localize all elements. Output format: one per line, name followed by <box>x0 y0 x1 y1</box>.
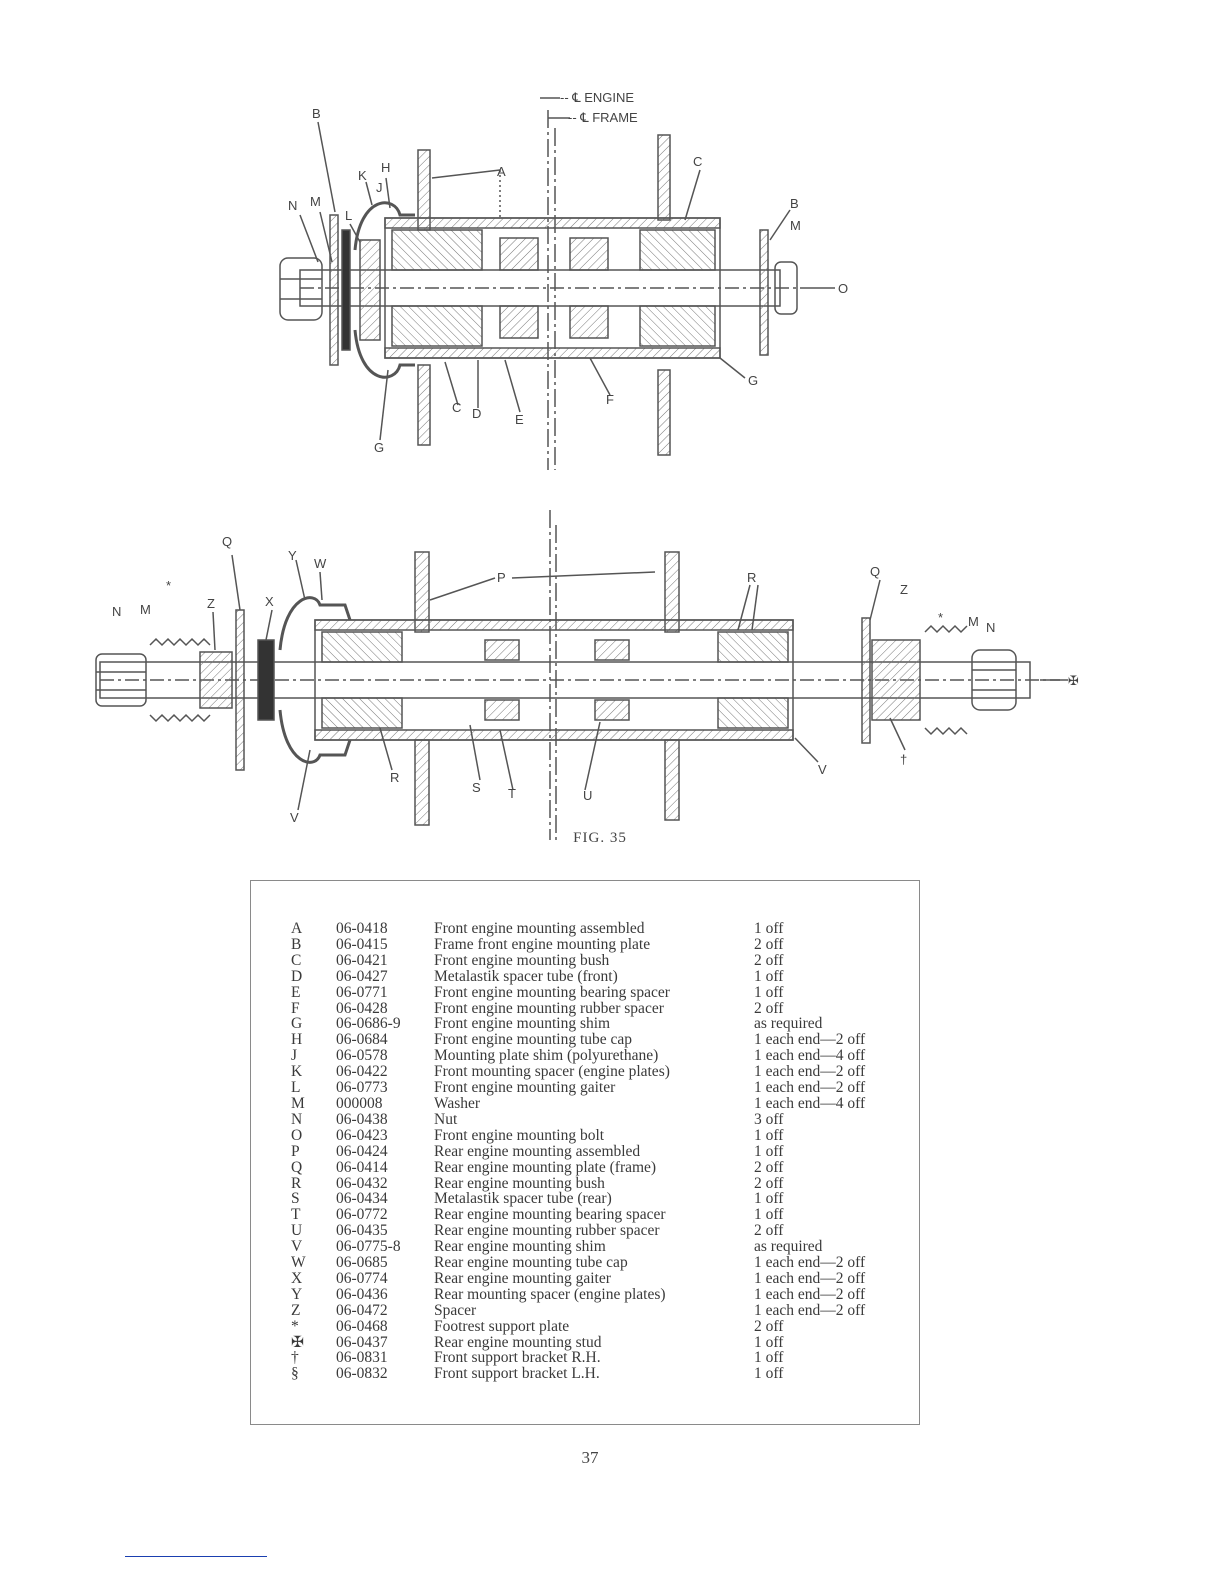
parts-row <box>291 953 894 969</box>
part-ref: N <box>291 1110 303 1128</box>
part-quantity: 1 each end—4 off <box>754 1094 866 1112</box>
part-quantity: 1 off <box>754 967 784 985</box>
part-number: 06-0774 <box>336 1269 388 1287</box>
part-number: 06-0424 <box>336 1142 388 1160</box>
callout-h-front: H <box>381 160 391 175</box>
callout-u-rear: U <box>583 788 593 803</box>
part-description: Front engine mounting bush <box>434 951 610 969</box>
part-ref: D <box>291 967 303 985</box>
part-number: 06-0434 <box>336 1190 388 1208</box>
callout-w-rear: W <box>314 556 327 571</box>
parts-list-table <box>291 921 894 1382</box>
part-ref: R <box>291 1174 302 1192</box>
part-quantity: as required <box>754 1238 823 1256</box>
parts-row <box>291 985 894 1001</box>
part-description: Front support bracket L.H. <box>434 1365 600 1383</box>
part-quantity: as required <box>754 1015 823 1033</box>
callout-dagger-rear: † <box>900 752 908 767</box>
part-description: Rear engine mounting assembled <box>434 1142 641 1160</box>
part-description: Washer <box>434 1094 481 1112</box>
part-ref: ✠ <box>291 1333 304 1351</box>
parts-row <box>291 1048 894 1064</box>
part-quantity: 1 each end—4 off <box>754 1047 866 1065</box>
part-ref: † <box>291 1349 299 1367</box>
centre-label-engine: -- ℄ ENGINE <box>560 90 635 105</box>
part-description: Metalastik spacer tube (front) <box>434 967 618 985</box>
parts-row <box>291 1239 894 1255</box>
parts-row <box>291 1144 894 1160</box>
part-description: Front mounting spacer (engine plates) <box>434 1063 670 1081</box>
callout-t-rear: T <box>508 786 516 801</box>
callout-c-front-right: C <box>693 154 703 169</box>
part-description: Front engine mounting shim <box>434 1015 611 1033</box>
part-ref: F <box>291 999 300 1017</box>
bottom-link-underline[interactable] <box>125 1556 267 1557</box>
parts-row <box>291 937 894 953</box>
callout-o-front: O <box>838 281 849 296</box>
part-quantity: 1 each end—2 off <box>754 1254 866 1272</box>
part-ref: U <box>291 1222 303 1240</box>
callout-k-front: K <box>358 168 367 183</box>
part-quantity: 1 off <box>754 920 784 937</box>
part-number: 06-0432 <box>336 1174 388 1192</box>
parts-row <box>291 1112 894 1128</box>
callout-star-rear-left: * <box>166 578 172 593</box>
part-ref: X <box>291 1269 303 1287</box>
part-description: Rear engine mounting plate (frame) <box>434 1158 657 1176</box>
part-number: 06-0437 <box>336 1333 388 1351</box>
part-ref: G <box>291 1015 303 1033</box>
part-number: 06-0772 <box>336 1206 388 1224</box>
part-number: 06-0773 <box>336 1079 388 1097</box>
part-number: 06-0423 <box>336 1126 388 1144</box>
part-description: Front engine mounting assembled <box>434 920 645 937</box>
parts-row <box>291 1350 894 1366</box>
parts-row <box>291 1223 894 1239</box>
part-quantity: 1 off <box>754 1126 784 1144</box>
part-description: Frame front engine mounting plate <box>434 935 651 953</box>
callout-l-front: L <box>345 208 353 223</box>
part-number: 06-0685 <box>336 1254 388 1272</box>
part-number: 06-0427 <box>336 967 388 985</box>
part-ref: Y <box>291 1285 303 1303</box>
callout-r-rear-right: R <box>747 570 757 585</box>
part-description: Spacer <box>434 1301 477 1319</box>
parts-row <box>291 969 894 985</box>
part-ref: W <box>291 1254 306 1272</box>
part-description: Front engine mounting gaiter <box>434 1079 616 1097</box>
part-description: Rear engine mounting tube cap <box>434 1254 628 1272</box>
callout-a-front: A <box>497 164 506 179</box>
callout-v-rear-left: V <box>290 810 299 825</box>
part-description: Rear engine mounting rubber spacer <box>434 1222 660 1240</box>
part-quantity: 2 off <box>754 1222 784 1240</box>
part-number: 06-0472 <box>336 1301 388 1319</box>
rear-mounting-drawing <box>96 510 1068 840</box>
part-number: 06-0771 <box>336 983 388 1001</box>
part-number: 06-0414 <box>336 1158 388 1176</box>
part-number: 06-0684 <box>336 1031 388 1049</box>
part-number: 06-0686-9 <box>336 1015 401 1033</box>
part-ref: Q <box>291 1158 303 1176</box>
parts-row <box>291 1128 894 1144</box>
parts-row <box>291 1319 894 1335</box>
part-quantity: 1 each end—2 off <box>754 1269 866 1287</box>
part-number: 06-0428 <box>336 999 388 1017</box>
part-number: 06-0421 <box>336 951 388 969</box>
part-number: 06-0832 <box>336 1365 388 1383</box>
parts-row <box>291 1001 894 1017</box>
part-description: Footrest support plate <box>434 1317 570 1335</box>
callout-z-rear-right: Z <box>900 582 908 597</box>
centre-label-frame: -- ℄ FRAME <box>568 110 638 125</box>
part-quantity: 1 off <box>754 983 784 1001</box>
part-quantity: 3 off <box>754 1110 784 1128</box>
callout-star-rear-right: * <box>938 610 944 625</box>
callout-v-rear-right: V <box>818 762 827 777</box>
part-number: 06-0435 <box>336 1222 388 1240</box>
part-ref: P <box>291 1142 300 1160</box>
part-ref: V <box>291 1238 303 1256</box>
part-number: 06-0775-8 <box>336 1238 401 1256</box>
part-quantity: 2 off <box>754 951 784 969</box>
parts-row <box>291 1255 894 1271</box>
callout-n-front: N <box>288 198 298 213</box>
part-quantity: 2 off <box>754 1317 784 1335</box>
part-quantity: 1 off <box>754 1190 784 1208</box>
callout-x-rear: X <box>265 594 274 609</box>
callout-g-front-right: G <box>748 373 759 388</box>
callout-b-front: B <box>312 106 321 121</box>
part-ref: § <box>291 1365 299 1383</box>
parts-row <box>291 1191 894 1207</box>
part-description: Metalastik spacer tube (rear) <box>434 1190 612 1208</box>
parts-row <box>291 1303 894 1319</box>
part-quantity: 2 off <box>754 1158 784 1176</box>
part-ref: A <box>291 920 303 937</box>
part-quantity: 1 each end—2 off <box>754 1301 866 1319</box>
front-mounting-drawing <box>280 98 835 470</box>
part-ref: L <box>291 1079 301 1097</box>
part-description: Front engine mounting bolt <box>434 1126 605 1144</box>
part-ref: M <box>291 1094 305 1112</box>
callout-r-rear-left: R <box>390 770 400 785</box>
parts-list-body <box>291 921 894 1382</box>
part-description: Front engine mounting tube cap <box>434 1031 633 1049</box>
callout-n-rear-left: N <box>112 604 122 619</box>
callout-n-rear-right: N <box>986 620 996 635</box>
part-number: 06-0436 <box>336 1285 388 1303</box>
parts-row <box>291 1335 894 1351</box>
part-quantity: 1 each end—2 off <box>754 1031 866 1049</box>
part-quantity: 2 off <box>754 1174 784 1192</box>
callout-d-front: D <box>472 406 482 421</box>
callout-f-front: F <box>606 392 614 407</box>
part-description: Rear engine mounting shim <box>434 1238 606 1256</box>
part-ref: H <box>291 1031 303 1049</box>
part-number: 000008 <box>336 1094 383 1112</box>
part-ref: C <box>291 951 302 969</box>
callout-y-rear: Y <box>288 548 297 563</box>
callout-s-rear: S <box>472 780 481 795</box>
part-ref: S <box>291 1190 300 1208</box>
callout-c-front-lower: C <box>452 400 462 415</box>
parts-row <box>291 921 894 937</box>
part-quantity: 1 each end—2 off <box>754 1063 866 1081</box>
parts-list-box <box>250 880 920 1425</box>
callout-g-front-left: G <box>374 440 385 455</box>
part-quantity: 1 off <box>754 1206 784 1224</box>
part-description: Front engine mounting bearing spacer <box>434 983 670 1001</box>
callout-m-front-right: M <box>790 218 801 233</box>
figure-caption: FIG. 35 <box>573 830 627 846</box>
parts-row <box>291 1016 894 1032</box>
part-ref: B <box>291 935 302 953</box>
part-quantity: 2 off <box>754 999 784 1017</box>
callout-q-rear-left: Q <box>222 534 233 549</box>
part-quantity: 1 each end—2 off <box>754 1285 866 1303</box>
callout-m-rear-right: M <box>968 614 979 629</box>
page-number: 37 <box>581 1448 599 1467</box>
part-description: Rear engine mounting gaiter <box>434 1269 611 1287</box>
part-ref: * <box>291 1317 299 1335</box>
part-description: Front support bracket R.H. <box>434 1349 601 1367</box>
part-number: 06-0831 <box>336 1349 388 1367</box>
part-number: 06-0468 <box>336 1317 388 1335</box>
callout-z-rear-left: Z <box>207 596 215 611</box>
part-ref: J <box>291 1047 298 1065</box>
callout-p-rear: P <box>497 570 506 585</box>
part-description: Mounting plate shim (polyurethane) <box>434 1047 659 1065</box>
part-number: 06-0422 <box>336 1063 388 1081</box>
part-ref: E <box>291 983 301 1001</box>
parts-row <box>291 1366 894 1382</box>
parts-row <box>291 1207 894 1223</box>
parts-row <box>291 1271 894 1287</box>
part-quantity: 1 off <box>754 1333 784 1351</box>
callout-e-front: E <box>515 412 524 427</box>
parts-row <box>291 1032 894 1048</box>
parts-row <box>291 1160 894 1176</box>
part-number: 06-0415 <box>336 935 388 953</box>
part-quantity: 1 each end—2 off <box>754 1079 866 1097</box>
part-quantity: 1 off <box>754 1365 784 1383</box>
part-quantity: 1 off <box>754 1349 784 1367</box>
part-description: Nut <box>434 1110 458 1128</box>
parts-row <box>291 1064 894 1080</box>
callout-maltese-cross-rear: ✠ <box>1068 673 1079 688</box>
part-description: Rear mounting spacer (engine plates) <box>434 1285 666 1303</box>
part-number: 06-0578 <box>336 1047 388 1065</box>
callout-m-rear-left: M <box>140 602 151 617</box>
part-ref: K <box>291 1063 303 1081</box>
parts-row <box>291 1096 894 1112</box>
callout-j-front: J <box>376 180 383 195</box>
part-description: Rear engine mounting bush <box>434 1174 605 1192</box>
callout-m-front: M <box>310 194 321 209</box>
part-quantity: 2 off <box>754 935 784 953</box>
parts-row <box>291 1176 894 1192</box>
parts-row <box>291 1287 894 1303</box>
callout-b-front-right: B <box>790 196 799 211</box>
part-ref: Z <box>291 1301 301 1319</box>
part-ref: T <box>291 1206 301 1224</box>
part-quantity: 1 off <box>754 1142 784 1160</box>
part-description: Front engine mounting rubber spacer <box>434 999 664 1017</box>
parts-row <box>291 1080 894 1096</box>
part-description: Rear engine mounting stud <box>434 1333 602 1351</box>
callout-q-rear-right: Q <box>870 564 881 579</box>
part-description: Rear engine mounting bearing spacer <box>434 1206 666 1224</box>
part-ref: O <box>291 1126 303 1144</box>
part-number: 06-0438 <box>336 1110 388 1128</box>
part-number: 06-0418 <box>336 920 388 937</box>
